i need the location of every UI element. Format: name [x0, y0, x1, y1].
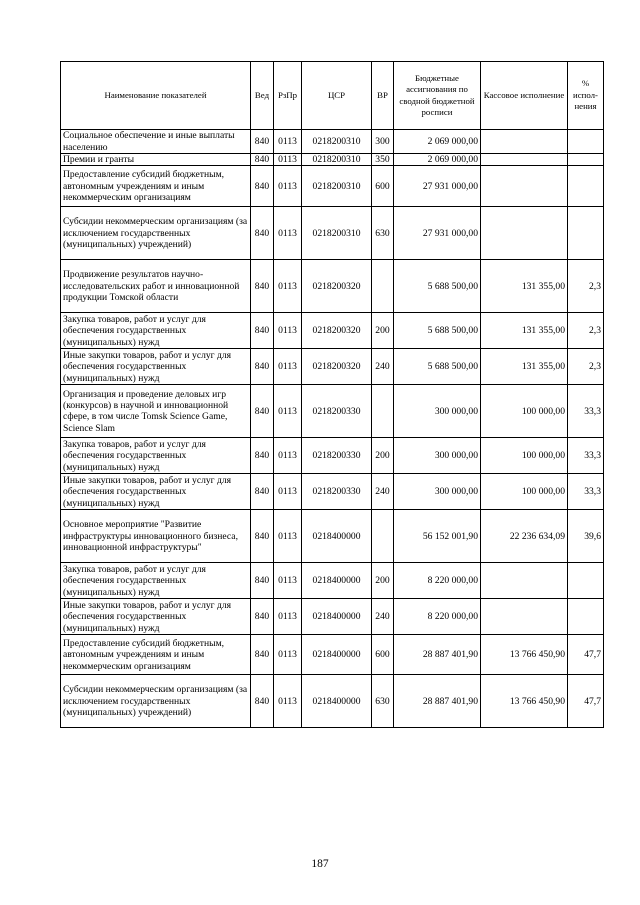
budget-execution-table — [60, 61, 604, 728]
cell-csr: 0218400000 — [302, 675, 372, 728]
cell-cash: 131 355,00 — [481, 349, 568, 385]
cell-budget: 5 688 500,00 — [394, 313, 481, 349]
cell-csr: 0218200310 — [302, 207, 372, 260]
cell-csr: 0218200330 — [302, 385, 372, 438]
cell-cash: 131 355,00 — [481, 313, 568, 349]
cell-name: Иные закупки товаров, работ и услуг для обеспечения государственных (муниципальных) нужд — [61, 599, 251, 635]
table-row — [61, 154, 604, 166]
cell-ved: 840 — [251, 166, 274, 207]
header-vr: ВР — [372, 62, 394, 130]
table-row — [61, 675, 604, 728]
cell-cash — [481, 563, 568, 599]
cell-ved: 840 — [251, 563, 274, 599]
cell-ved: 840 — [251, 385, 274, 438]
cell-name: Субсидии некоммерческим организациям (за исключением государственных (муниципальных) учреждений) — [61, 675, 251, 728]
cell-budget: 8 220 000,00 — [394, 599, 481, 635]
cell-ved: 840 — [251, 599, 274, 635]
cell-vr: 240 — [372, 599, 394, 635]
cell-name: Субсидии некоммерческим организациям (за исключением государственных (муниципальных) учреждений) — [61, 207, 251, 260]
cell-percent: 33,3 — [568, 438, 604, 474]
cell-name: Закупка товаров, работ и услуг для обеспечения государственных (муниципальных) нужд — [61, 313, 251, 349]
cell-rzpr: 0113 — [274, 349, 302, 385]
cell-cash — [481, 599, 568, 635]
cell-cash: 22 236 634,09 — [481, 510, 568, 563]
cell-ved: 840 — [251, 510, 274, 563]
cell-vr: 300 — [372, 130, 394, 154]
cell-cash — [481, 130, 568, 154]
cell-ved: 840 — [251, 635, 274, 675]
table-row — [61, 166, 604, 207]
cell-name: Иные закупки товаров, работ и услуг для обеспечения государственных (муниципальных) нужд — [61, 474, 251, 510]
cell-vr: 600 — [372, 166, 394, 207]
table-row — [61, 260, 604, 313]
cell-vr: 240 — [372, 474, 394, 510]
cell-csr: 0218200310 — [302, 130, 372, 154]
cell-name: Закупка товаров, работ и услуг для обеспечения государственных (муниципальных) нужд — [61, 563, 251, 599]
cell-cash: 13 766 450,90 — [481, 675, 568, 728]
cell-ved: 840 — [251, 349, 274, 385]
cell-csr: 0218200310 — [302, 166, 372, 207]
cell-csr: 0218200320 — [302, 260, 372, 313]
cell-ved: 840 — [251, 438, 274, 474]
cell-name: Социальное обеспечение и иные выплаты населению — [61, 130, 251, 154]
cell-name: Организация и проведение деловых игр (конкурсов) в научной и инновационной сфере, в том числе Tomsk Science Game, Science Slam — [61, 385, 251, 438]
cell-budget: 27 931 000,00 — [394, 166, 481, 207]
table-row — [61, 510, 604, 563]
header-csr: ЦСР — [302, 62, 372, 130]
cell-rzpr: 0113 — [274, 635, 302, 675]
cell-vr — [372, 260, 394, 313]
cell-percent: 39,6 — [568, 510, 604, 563]
cell-ved: 840 — [251, 313, 274, 349]
cell-name: Предоставление субсидий бюджетным, автономным учреждениям и иным некоммерческим организациям — [61, 166, 251, 207]
header-percent: % испол-нения — [568, 62, 604, 130]
page-number: 187 — [311, 858, 329, 870]
cell-csr: 0218400000 — [302, 599, 372, 635]
cell-vr: 630 — [372, 675, 394, 728]
cell-budget: 56 152 001,90 — [394, 510, 481, 563]
cell-budget: 300 000,00 — [394, 385, 481, 438]
cell-percent: 33,3 — [568, 474, 604, 510]
cell-ved: 840 — [251, 675, 274, 728]
table-row — [61, 313, 604, 349]
cell-rzpr: 0113 — [274, 207, 302, 260]
cell-percent: 47,7 — [568, 675, 604, 728]
cell-cash — [481, 154, 568, 166]
cell-rzpr: 0113 — [274, 130, 302, 154]
table-row — [61, 349, 604, 385]
cell-rzpr: 0113 — [274, 166, 302, 207]
cell-cash: 13 766 450,90 — [481, 635, 568, 675]
cell-csr: 0218200330 — [302, 474, 372, 510]
cell-ved: 840 — [251, 207, 274, 260]
cell-csr: 0218200320 — [302, 349, 372, 385]
cell-rzpr: 0113 — [274, 260, 302, 313]
cell-percent — [568, 154, 604, 166]
cell-percent — [568, 130, 604, 154]
cell-ved: 840 — [251, 154, 274, 166]
cell-vr: 200 — [372, 563, 394, 599]
cell-vr: 200 — [372, 313, 394, 349]
cell-budget: 8 220 000,00 — [394, 563, 481, 599]
cell-percent — [568, 166, 604, 207]
cell-name: Закупка товаров, работ и услуг для обеспечения государственных (муниципальных) нужд — [61, 438, 251, 474]
cell-vr: 350 — [372, 154, 394, 166]
cell-vr — [372, 510, 394, 563]
cell-rzpr: 0113 — [274, 385, 302, 438]
cell-budget: 2 069 000,00 — [394, 130, 481, 154]
cell-percent — [568, 207, 604, 260]
cell-name: Премии и гранты — [61, 154, 251, 166]
table-row — [61, 474, 604, 510]
header-ved: Вед — [251, 62, 274, 130]
cell-name: Предоставление субсидий бюджетным, автономным учреждениям и иным некоммерческим организациям — [61, 635, 251, 675]
cell-budget: 28 887 401,90 — [394, 675, 481, 728]
cell-budget: 27 931 000,00 — [394, 207, 481, 260]
cell-percent: 47,7 — [568, 635, 604, 675]
cell-name: Иные закупки товаров, работ и услуг для обеспечения государственных (муниципальных) нужд — [61, 349, 251, 385]
table-row — [61, 385, 604, 438]
cell-vr: 600 — [372, 635, 394, 675]
cell-rzpr: 0113 — [274, 563, 302, 599]
cell-name: Продвижение результатов научно-исследовательских работ и инновационной продукции Томской области — [61, 260, 251, 313]
cell-ved: 840 — [251, 130, 274, 154]
header-cash: Кассовое исполнение — [481, 62, 568, 130]
cell-budget: 5 688 500,00 — [394, 349, 481, 385]
cell-cash: 131 355,00 — [481, 260, 568, 313]
table-row — [61, 563, 604, 599]
cell-vr: 200 — [372, 438, 394, 474]
header-name: Наименование показателей — [61, 62, 251, 130]
cell-vr: 240 — [372, 349, 394, 385]
table-row — [61, 599, 604, 635]
cell-rzpr: 0113 — [274, 313, 302, 349]
cell-csr: 0218400000 — [302, 563, 372, 599]
cell-budget: 2 069 000,00 — [394, 154, 481, 166]
cell-ved: 840 — [251, 260, 274, 313]
header-budget: Бюджетные ассигнования по сводной бюджетной росписи — [394, 62, 481, 130]
cell-csr: 0218200320 — [302, 313, 372, 349]
cell-name: Основное мероприятие "Развитие инфраструктуры инновационного бизнеса, инновационной инфраструктуры" — [61, 510, 251, 563]
header-rzpr: РзПр — [274, 62, 302, 130]
cell-cash: 100 000,00 — [481, 438, 568, 474]
table-header-row — [61, 62, 604, 130]
cell-rzpr: 0113 — [274, 510, 302, 563]
cell-rzpr: 0113 — [274, 154, 302, 166]
table-row — [61, 207, 604, 260]
table-row — [61, 438, 604, 474]
cell-rzpr: 0113 — [274, 675, 302, 728]
cell-vr — [372, 385, 394, 438]
cell-rzpr: 0113 — [274, 438, 302, 474]
cell-csr: 0218400000 — [302, 635, 372, 675]
cell-cash: 100 000,00 — [481, 474, 568, 510]
cell-percent: 2,3 — [568, 349, 604, 385]
cell-budget: 300 000,00 — [394, 474, 481, 510]
cell-ved: 840 — [251, 474, 274, 510]
cell-percent: 33,3 — [568, 385, 604, 438]
cell-cash — [481, 166, 568, 207]
cell-vr: 630 — [372, 207, 394, 260]
cell-percent: 2,3 — [568, 313, 604, 349]
cell-percent — [568, 563, 604, 599]
cell-budget: 300 000,00 — [394, 438, 481, 474]
cell-csr: 0218400000 — [302, 510, 372, 563]
table-row — [61, 130, 604, 154]
table-row — [61, 635, 604, 675]
cell-rzpr: 0113 — [274, 599, 302, 635]
cell-rzpr: 0113 — [274, 474, 302, 510]
cell-budget: 28 887 401,90 — [394, 635, 481, 675]
cell-csr: 0218200310 — [302, 154, 372, 166]
cell-cash: 100 000,00 — [481, 385, 568, 438]
cell-budget: 5 688 500,00 — [394, 260, 481, 313]
cell-percent — [568, 599, 604, 635]
cell-csr: 0218200330 — [302, 438, 372, 474]
cell-cash — [481, 207, 568, 260]
cell-percent: 2,3 — [568, 260, 604, 313]
